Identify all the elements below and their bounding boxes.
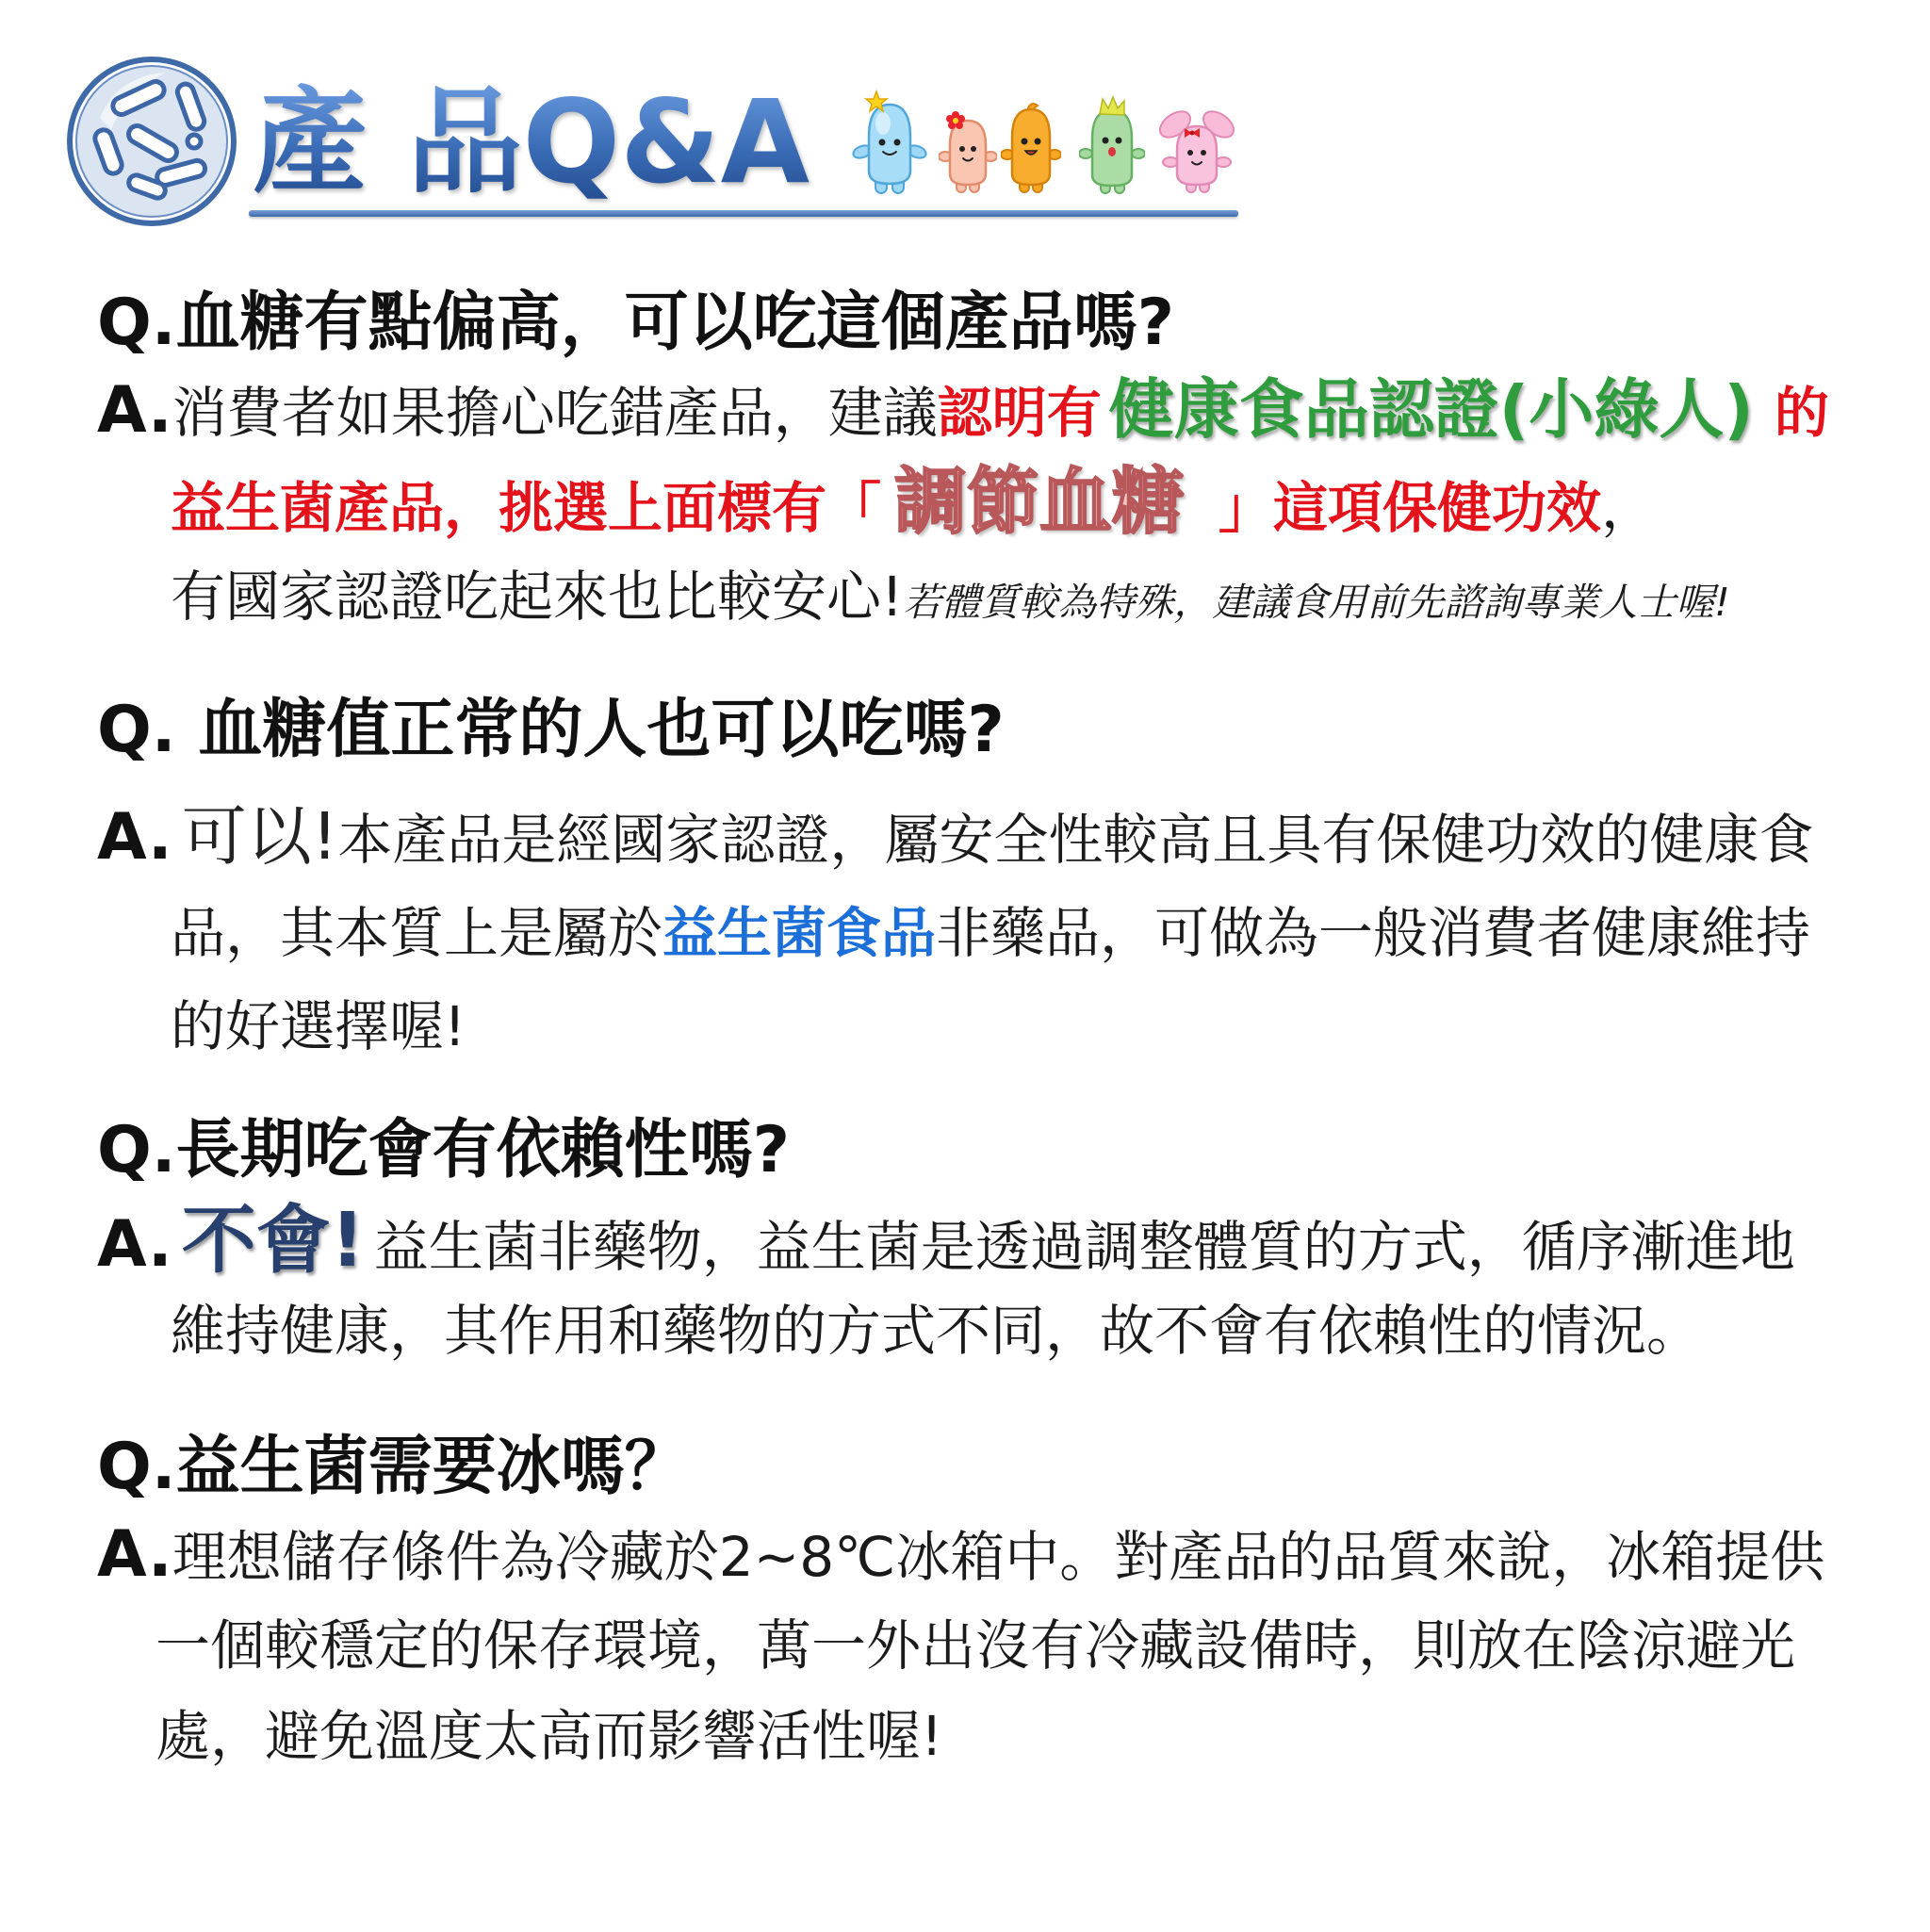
highlight-red-text: 認明有 [937,381,1102,445]
pink-bunny-mascot-icon [1156,104,1237,194]
page-title-text: 產 品Q&A [253,75,810,209]
page-title [253,75,810,209]
bacteria-logo-icon [62,52,241,231]
green-crown-mascot-icon [1079,95,1145,195]
question-text: Q.益生菌需要冰嗎？ [97,1430,689,1504]
answer-1-line-3 [171,549,1730,649]
answer-no-text: 不會! [181,1197,365,1284]
answer-text: 有國家認證吃起來也比較安心! [171,565,904,629]
blue-star-mascot-icon [852,90,927,195]
question-2 [97,683,1005,778]
question-3 [97,1104,790,1198]
answer-text: 一個較穩定的保存環境，萬一外出沒有冷藏設備時，則放在陰涼避光 [155,1613,1796,1678]
answer-2-line-1 [97,790,1813,887]
question-1 [97,276,1174,370]
answer-yes-text: 可以! [181,799,338,875]
highlight-blue-text: 益生菌食品 [662,901,937,965]
answer-text: 品，其本質上是屬於 [171,901,663,965]
answer-note: 若體質較為特殊，建議食用前先諮詢專業人士喔! [903,580,1730,625]
title-underline [249,210,1238,217]
answer-text: 的好選擇喔! [171,994,466,1058]
answer-text: 消費者如果擔心吃錯產品，建議 [172,381,938,445]
answer-2-line-2 [171,886,1810,980]
peach-flower-mascot-icon [939,107,997,194]
answer-label: A. [97,1207,172,1282]
answer-text: 非藥品，可做為一般消費者健康維持 [936,901,1811,965]
answer-4-line-1 [97,1508,1824,1604]
answer-1-line-2 [171,456,1656,555]
answer-text: 處，避免溫度太高而影響活性喔! [155,1704,943,1768]
answer-3-line-2 [171,1284,1701,1378]
question-text: Q.長期吃會有依賴性嗎? [97,1113,791,1187]
answer-label: A. [97,1517,172,1592]
question-text: Q.血糖有點偏高，可以吃這個產品嗎? [97,286,1175,360]
highlight-red-text: 」這項保健功效 [1219,476,1602,540]
answer-text: 維持健康，其作用和藥物的方式不同，故不會有依賴性的情況。 [171,1299,1702,1363]
answer-text: 本產品是經國家認證，屬安全性較高且具有保健功效的健康食 [337,808,1814,872]
answer-label: A. [97,373,172,448]
answer-label: A. [97,800,172,875]
answer-1-line-1 [97,363,1829,460]
answer-4-line-2 [155,1598,1795,1693]
answer-text: ， [1601,476,1657,540]
highlight-red-text: 益生菌產品，挑選上面標有「 [171,476,882,540]
question-text: Q. 血糖值正常的人也可以吃嗎? [97,693,1005,767]
blood-sugar-regulation-text: 調節血糖 [894,461,1186,545]
question-4 [97,1420,689,1514]
highlight-red-text: 的 [1774,381,1829,445]
health-food-certification-text: 健康食品認證(小綠人) [1108,372,1754,448]
answer-3-line-1 [97,1193,1795,1294]
answer-text: 理想儲存條件為冷藏於2~8℃冰箱中。對產品的品質來說，冰箱提供 [172,1525,1825,1589]
answer-4-line-3 [155,1689,942,1783]
answer-2-line-3 [171,979,466,1073]
answer-text: 益生菌非藥物，益生菌是透過調整體質的方式，循序漸進地 [373,1215,1795,1279]
orange-mascot-icon [1001,98,1061,194]
